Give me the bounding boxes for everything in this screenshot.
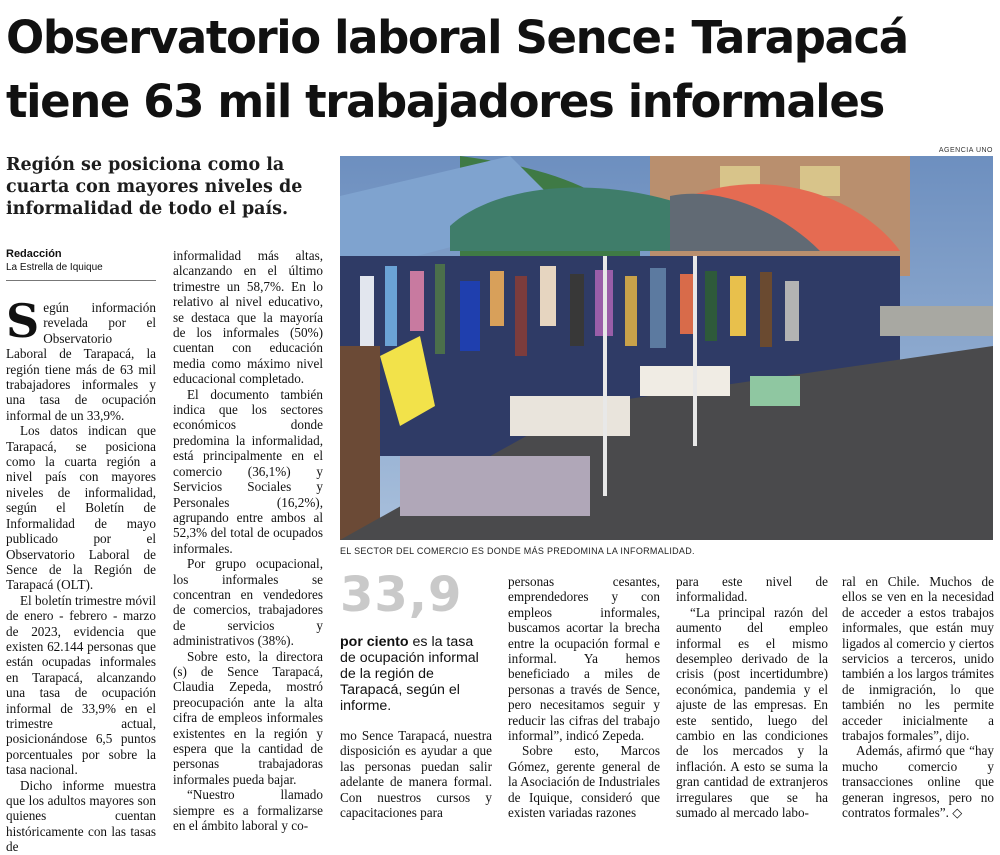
article-subheadline: Región se posiciona como la cuarta con mayores niveles de informalidad de todo el país. <box>6 155 303 219</box>
article-headline <box>6 6 996 134</box>
body-column-6 <box>842 574 994 824</box>
body-paragraph: mo Sence Tarapacá, nuestra disposición es ayudar a que las personas puedan salir adelante de manera formal. Con nuestros cursos y capacitaciones para <box>340 728 492 821</box>
body-paragraph: El boletín trimestre móvil de enero - febrero - marzo de 2023, evidencia que existen 62.144 personas que están ocupadas informales en Tarapacá, alcanzando una tasa de ocupación informal de 33,9% en el trimestre actual, posicionándose 6,5 puntos porcentuales por sobre la tasa nacional. <box>6 592 156 778</box>
byline-author: Redacción <box>6 248 62 260</box>
paragraph-text: egún información revelada por el Observatorio Laboral de Tarapacá, la región tiene más de 63 mil trabajadores informales y una tasa de ocupación informal de un 33,9%. <box>6 300 156 423</box>
body-paragraph: Por grupo ocupacional, los informales se concentran en vendedores de comercios, trabajadores de servicios y administrativos (38%). <box>173 556 323 649</box>
byline-divider <box>6 280 156 281</box>
body-paragraph <box>6 294 156 423</box>
body-paragraph: Sobre esto, la directora (s) de Sence Tarapacá, Claudia Zepeda, mostró preocupación ante la alta cifra de empleos informales existentes en la región y espera que la cantidad de personas trabajadoras informales pueda bajar. <box>173 648 323 787</box>
byline <box>6 248 156 274</box>
photo-credit: AGENCIA UNO <box>938 147 993 154</box>
body-paragraph: para este nivel de informalidad. <box>676 574 828 605</box>
body-column-5 <box>676 574 828 824</box>
body-column-2 <box>173 248 323 834</box>
pull-quote-figure: 33,9 <box>340 567 463 623</box>
photo-illustration <box>340 156 993 540</box>
body-paragraph: Los datos indican que Tarapacá, se posiciona como la cuarta región a nivel país con mayores niveles de informalidad, según el Boletín de Informalidad de mayo publicado por el Observatorio Laboral de Sence de la Región de Tarapacá (OLT). <box>6 423 156 593</box>
pull-quote-lead: por ciento <box>340 634 409 650</box>
paragraph-text: Además, afirmó que “hay mucho comercio y transacciones online que generan ingresos, pero no contratos formales”. <box>842 743 994 821</box>
body-paragraph: ral en Chile. Muchos de ellos se ven en la necesidad de acceder a estos trabajos informales, que están muy ligados al comercio y ciertos servicios a terceros, unido también a los largos trámites de inmigración, lo que también no les permite acceder inicialmente a trabajos formales”, dijo. <box>842 574 994 744</box>
body-paragraph: “Nuestro llamado siempre es a formalizarse en el ámbito laboral y co- <box>173 787 323 834</box>
market-stalls-photo <box>340 156 993 540</box>
byline-outlet: La Estrella de Iquique <box>6 262 103 273</box>
drop-cap: S <box>6 294 40 348</box>
body-column-4 <box>508 574 660 824</box>
body-column-3 <box>340 728 492 823</box>
body-paragraph: personas cesantes, emprendedores y con empleos informales, buscamos acortar la brecha entre la ocupación formal e informal. Ya hemos beneficiado a miles de personas a través de Sence, pero necesitamos seguir y reducir las cifras del trabajo informal”, indicó Zepeda. <box>508 574 660 744</box>
headline-line-1: Observatorio laboral Sence: Tarapacá <box>6 11 908 64</box>
body-paragraph: Dicho informe muestra que los adultos mayores son quienes cuentan históricamente con las tasas de <box>6 777 156 855</box>
body-paragraph: El documento también indica que los sectores económicos donde predomina la informalidad, está principalmente en el comercio (36,1%) y Servicios Sociales y Personales (16,2%), agrupando entre ambos al 52,3% del total de ocupados informales. <box>173 386 323 556</box>
photo-caption: EL SECTOR DEL COMERCIO ES DONDE MÁS PREDOMINA LA INFORMALIDAD. <box>340 546 695 556</box>
body-column-1 <box>6 294 156 855</box>
headline-line-2: tiene 63 mil trabajadores informales <box>6 75 884 128</box>
end-mark-icon: ◇ <box>952 805 963 821</box>
pull-quote-text: es la tasa de ocupación informal de la región de Tarapacá, según el informe. <box>340 634 479 714</box>
body-paragraph: “La principal razón del aumento del empleo informal es el mismo desempleo derivado de la crisis (post incertidumbre) económica, pandemia y el ajuste de las empresas. En este sentido, luego del cambio en las condiciones de los mercados y la inflación. A esto se suma la gran cantidad de extranjeros irregulares que se ha sumado al mercado labo- <box>676 604 828 821</box>
body-paragraph <box>842 743 994 820</box>
body-paragraph: informalidad más altas, alcanzando en el último trimestre un 58,7%. En lo relativo al nivel educativo, se destaca que la mayoría de los informales (50%) cuentan con educación media como máximo nivel educacional completado. <box>173 248 323 387</box>
pull-quote <box>340 634 492 714</box>
body-paragraph: Sobre esto, Marcos Gómez, gerente general de la Asociación de Industriales de Iquique, consideró que existen variadas razones <box>508 743 660 821</box>
